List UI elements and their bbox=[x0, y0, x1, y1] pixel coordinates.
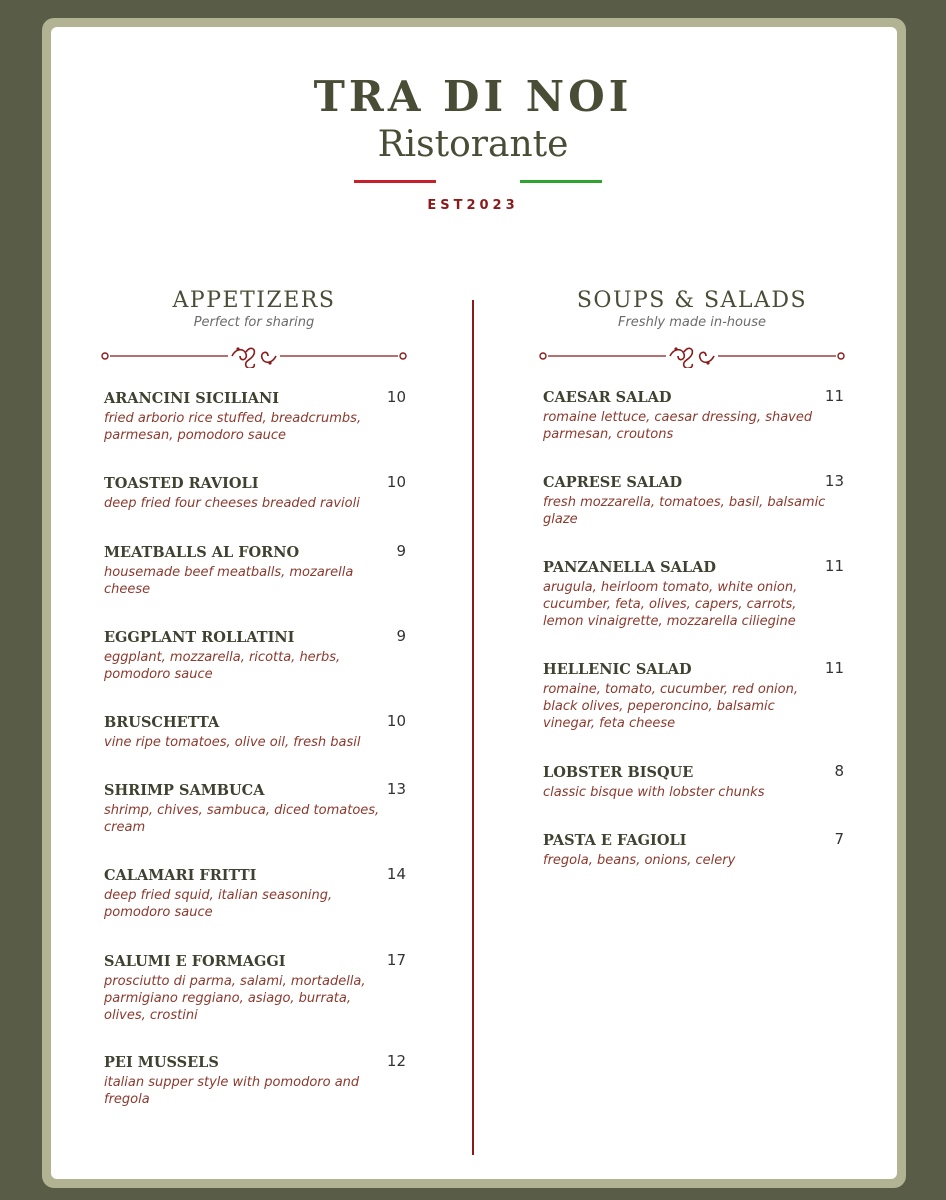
item-name: SALUMI E FORMAGGI bbox=[104, 953, 286, 970]
item-name: PEI MUSSELS bbox=[104, 1054, 219, 1071]
item-price: 11 bbox=[824, 557, 844, 575]
item-name: SHRIMP SAMBUCA bbox=[104, 782, 265, 799]
item-name: PANZANELLA SALAD bbox=[543, 559, 716, 576]
item-price: 10 bbox=[386, 712, 406, 730]
item-price: 9 bbox=[396, 627, 406, 645]
flourish-divider-soups bbox=[538, 344, 846, 368]
item-description: shrimp, chives, sambuca, diced tomatoes, cream bbox=[104, 803, 380, 835]
item-description: fried arborio rice stuffed, breadcrumbs, parmesan, pomodoro sauce bbox=[104, 411, 362, 443]
item-price: 12 bbox=[386, 1052, 406, 1070]
item-description: fresh mozzarella, tomatoes, basil, balsamic glaze bbox=[543, 495, 826, 527]
soups-salads-tagline: Freshly made in-house bbox=[617, 315, 767, 330]
item-name: CALAMARI FRITTI bbox=[104, 867, 257, 884]
item-description: arugula, heirloom tomato, white onion, cucumber, feta, olives, capers, carrots, lemon vinaigrette, mozzarella ciliegine bbox=[543, 580, 798, 629]
item-description: housemade beef meatballs, mozarella cheese bbox=[104, 565, 354, 597]
item-price: 13 bbox=[824, 472, 844, 490]
item-price: 14 bbox=[386, 865, 406, 883]
item-name: CAESAR SALAD bbox=[543, 389, 672, 406]
item-name: PASTA E FAGIOLI bbox=[543, 832, 687, 849]
flourish-divider-appetizers bbox=[100, 344, 408, 368]
item-description: deep fried four cheeses breaded ravioli bbox=[104, 496, 360, 511]
established-label: EST2023 bbox=[427, 198, 519, 213]
item-name: EGGPLANT ROLLATINI bbox=[104, 629, 295, 646]
flag-stripe-red bbox=[354, 180, 436, 183]
item-description: prosciutto di parma, salami, mortadella, parmigiano reggiano, asiago, burrata, olives, crostini bbox=[104, 974, 366, 1023]
item-price: 13 bbox=[386, 780, 406, 798]
item-price: 7 bbox=[834, 830, 844, 848]
restaurant-subtitle: Ristorante bbox=[377, 124, 569, 165]
item-description: italian supper style with pomodoro and fregola bbox=[104, 1075, 360, 1107]
column-divider bbox=[472, 300, 474, 1155]
item-price: 8 bbox=[834, 762, 844, 780]
flag-stripe-green bbox=[520, 180, 602, 183]
item-name: CAPRESE SALAD bbox=[543, 474, 683, 491]
item-description: romaine, tomato, cucumber, red onion, black olives, peperoncino, balsamic vinegar, feta cheese bbox=[543, 682, 798, 731]
item-name: HELLENIC SALAD bbox=[543, 661, 692, 678]
item-description: vine ripe tomatoes, olive oil, fresh basil bbox=[104, 735, 361, 750]
appetizers-tagline: Perfect for sharing bbox=[193, 315, 315, 330]
item-name: LOBSTER BISQUE bbox=[543, 764, 694, 781]
item-description: eggplant, mozzarella, ricotta, herbs, pomodoro sauce bbox=[104, 650, 341, 682]
item-price: 9 bbox=[396, 542, 406, 560]
item-price: 17 bbox=[386, 951, 406, 969]
item-name: MEATBALLS AL FORNO bbox=[104, 544, 300, 561]
item-price: 10 bbox=[386, 388, 406, 406]
item-price: 10 bbox=[386, 473, 406, 491]
item-description: romaine lettuce, caesar dressing, shaved parmesan, croutons bbox=[543, 410, 813, 442]
item-description: fregola, beans, onions, celery bbox=[543, 853, 736, 868]
item-price: 11 bbox=[824, 387, 844, 405]
item-name: BRUSCHETTA bbox=[104, 714, 220, 731]
item-price: 11 bbox=[824, 659, 844, 677]
restaurant-name: TRA DI NOI bbox=[313, 72, 633, 121]
item-description: deep fried squid, italian seasoning, pomodoro sauce bbox=[104, 888, 333, 920]
soups-salads-title: SOUPS & SALADS bbox=[576, 288, 808, 313]
item-name: ARANCINI SICILIANI bbox=[104, 390, 280, 407]
item-name: TOASTED RAVIOLI bbox=[104, 475, 259, 492]
appetizers-title: APPETIZERS bbox=[172, 288, 336, 313]
item-description: classic bisque with lobster chunks bbox=[543, 785, 765, 800]
